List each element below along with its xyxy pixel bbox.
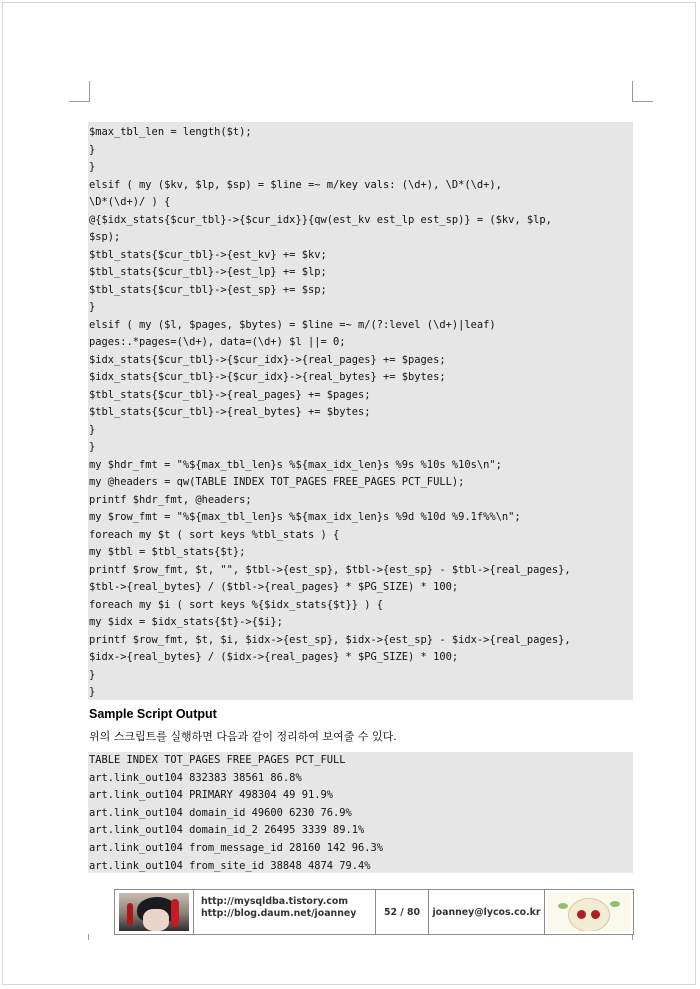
footer-email[interactable]: joanney@lycos.co.kr	[429, 890, 545, 934]
page-number: 52 / 80	[376, 890, 429, 934]
crop-mark-top-left	[69, 81, 90, 102]
code-line: my $row_fmt = "%${max_tbl_len}s %${max_idx_len}s %9d %10d %9.1f%%\n";	[89, 511, 521, 523]
code-line: }	[89, 686, 96, 698]
code-listing	[88, 122, 633, 700]
footer-left-image	[115, 890, 194, 934]
code-line: }	[89, 143, 96, 156]
code-line: foreach my $i ( sort keys %{$idx_stats{$t}} ) {	[89, 598, 384, 611]
footer-links	[194, 890, 376, 934]
code-line: $sp);	[89, 231, 121, 243]
code-line: $tbl_stats{$cur_tbl}->{est_sp} += $sp;	[89, 283, 327, 296]
code-line: my $idx = $idx_stats{$t}->{$i};	[89, 616, 283, 628]
author-photo	[119, 893, 189, 931]
output-line: art.link_out104 from_site_id 38848 4874 79.4%	[89, 859, 371, 872]
code-line: $tbl_stats{$cur_tbl}->{real_bytes} += $bytes;	[89, 406, 371, 418]
code-line: @{$idx_stats{$cur_tbl}->{$cur_idx}}{qw(est_kv est_lp est_sp)} = ($kv, $lp,	[89, 213, 552, 226]
code-line: foreach my $t ( sort keys %tbl_stats ) {	[89, 528, 340, 541]
crop-tick-left	[88, 934, 89, 940]
sample-output	[88, 752, 633, 873]
code-line: printf $hdr_fmt, @headers;	[89, 493, 252, 506]
code-line: my @headers = qw(TABLE INDEX TOT_PAGES FREE_PAGES PCT_FULL);	[89, 476, 465, 488]
mascot-illustration	[548, 893, 630, 931]
footer-right-image	[545, 890, 633, 934]
code-line: }	[89, 668, 96, 681]
code-line: $tbl->{real_bytes} / ($tbl->{real_pages} * $PG_SIZE) * 100;	[89, 581, 459, 593]
section-heading: Sample Script Output	[89, 707, 217, 721]
code-line: printf $row_fmt, $t, "", $tbl->{est_sp}, $tbl->{est_sp} - $tbl->{real_pages},	[89, 563, 571, 576]
code-line: elsif ( my ($kv, $lp, $sp) = $line =~ m/key vals: (\d+), \D*(\d+),	[89, 178, 502, 191]
code-line: }	[89, 441, 96, 453]
code-line: \D*(\d+)/ ) {	[89, 196, 171, 208]
crop-mark-top-right	[632, 81, 653, 102]
output-line: art.link_out104 PRIMARY 498304 49 91.9%	[89, 789, 333, 802]
code-line: elsif ( my ($l, $pages, $bytes) = $line =~ m/(?:level (\d+)|leaf)	[89, 318, 496, 331]
code-line: $idx->{real_bytes} / ($idx->{real_pages} * $PG_SIZE) * 100;	[89, 651, 459, 663]
section-description: 위의 스크립트를 실행하면 다음과 같이 정리하여 보여줄 수 있다.	[89, 730, 397, 743]
code-line: my $hdr_fmt = "%${max_tbl_len}s %${max_idx_len}s %9s %10s %10s\n";	[89, 458, 502, 471]
code-line: pages:.*pages=(\d+), data=(\d+) $l ||= 0;	[89, 336, 346, 348]
output-line: art.link_out104 from_message_id 28160 142 96.3%	[89, 841, 384, 854]
code-line: $idx_stats{$cur_tbl}->{$cur_idx}->{real_bytes} += $bytes;	[89, 371, 446, 383]
output-line: TABLE INDEX TOT_PAGES FREE_PAGES PCT_FULL	[89, 754, 346, 766]
code-line: }	[89, 161, 96, 173]
code-line: $tbl_stats{$cur_tbl}->{real_pages} += $pages;	[89, 388, 371, 401]
output-line: art.link_out104 832383 38561 86.8%	[89, 771, 302, 784]
code-line: }	[89, 301, 96, 313]
code-line: $max_tbl_len = length($t);	[89, 126, 252, 138]
page-footer	[114, 889, 634, 935]
output-line: art.link_out104 domain_id_2 26495 3339 89.1%	[89, 824, 365, 837]
code-line: my $tbl = $tbl_stats{$t};	[89, 546, 246, 558]
footer-url-daum[interactable]: http://blog.daum.net/joanney	[201, 908, 357, 919]
output-line: art.link_out104 domain_id 49600 6230 76.9%	[89, 806, 352, 819]
code-line: $tbl_stats{$cur_tbl}->{est_lp} += $lp;	[89, 266, 327, 278]
code-line: $idx_stats{$cur_tbl}->{$cur_idx}->{real_pages} += $pages;	[89, 353, 446, 366]
code-line: }	[89, 423, 96, 436]
code-line: $tbl_stats{$cur_tbl}->{est_kv} += $kv;	[89, 248, 327, 261]
footer-url-tistory[interactable]: http://mysqldba.tistory.com	[201, 896, 349, 907]
code-line: printf $row_fmt, $t, $i, $idx->{est_sp}, $idx->{est_sp} - $idx->{real_pages},	[89, 633, 571, 646]
